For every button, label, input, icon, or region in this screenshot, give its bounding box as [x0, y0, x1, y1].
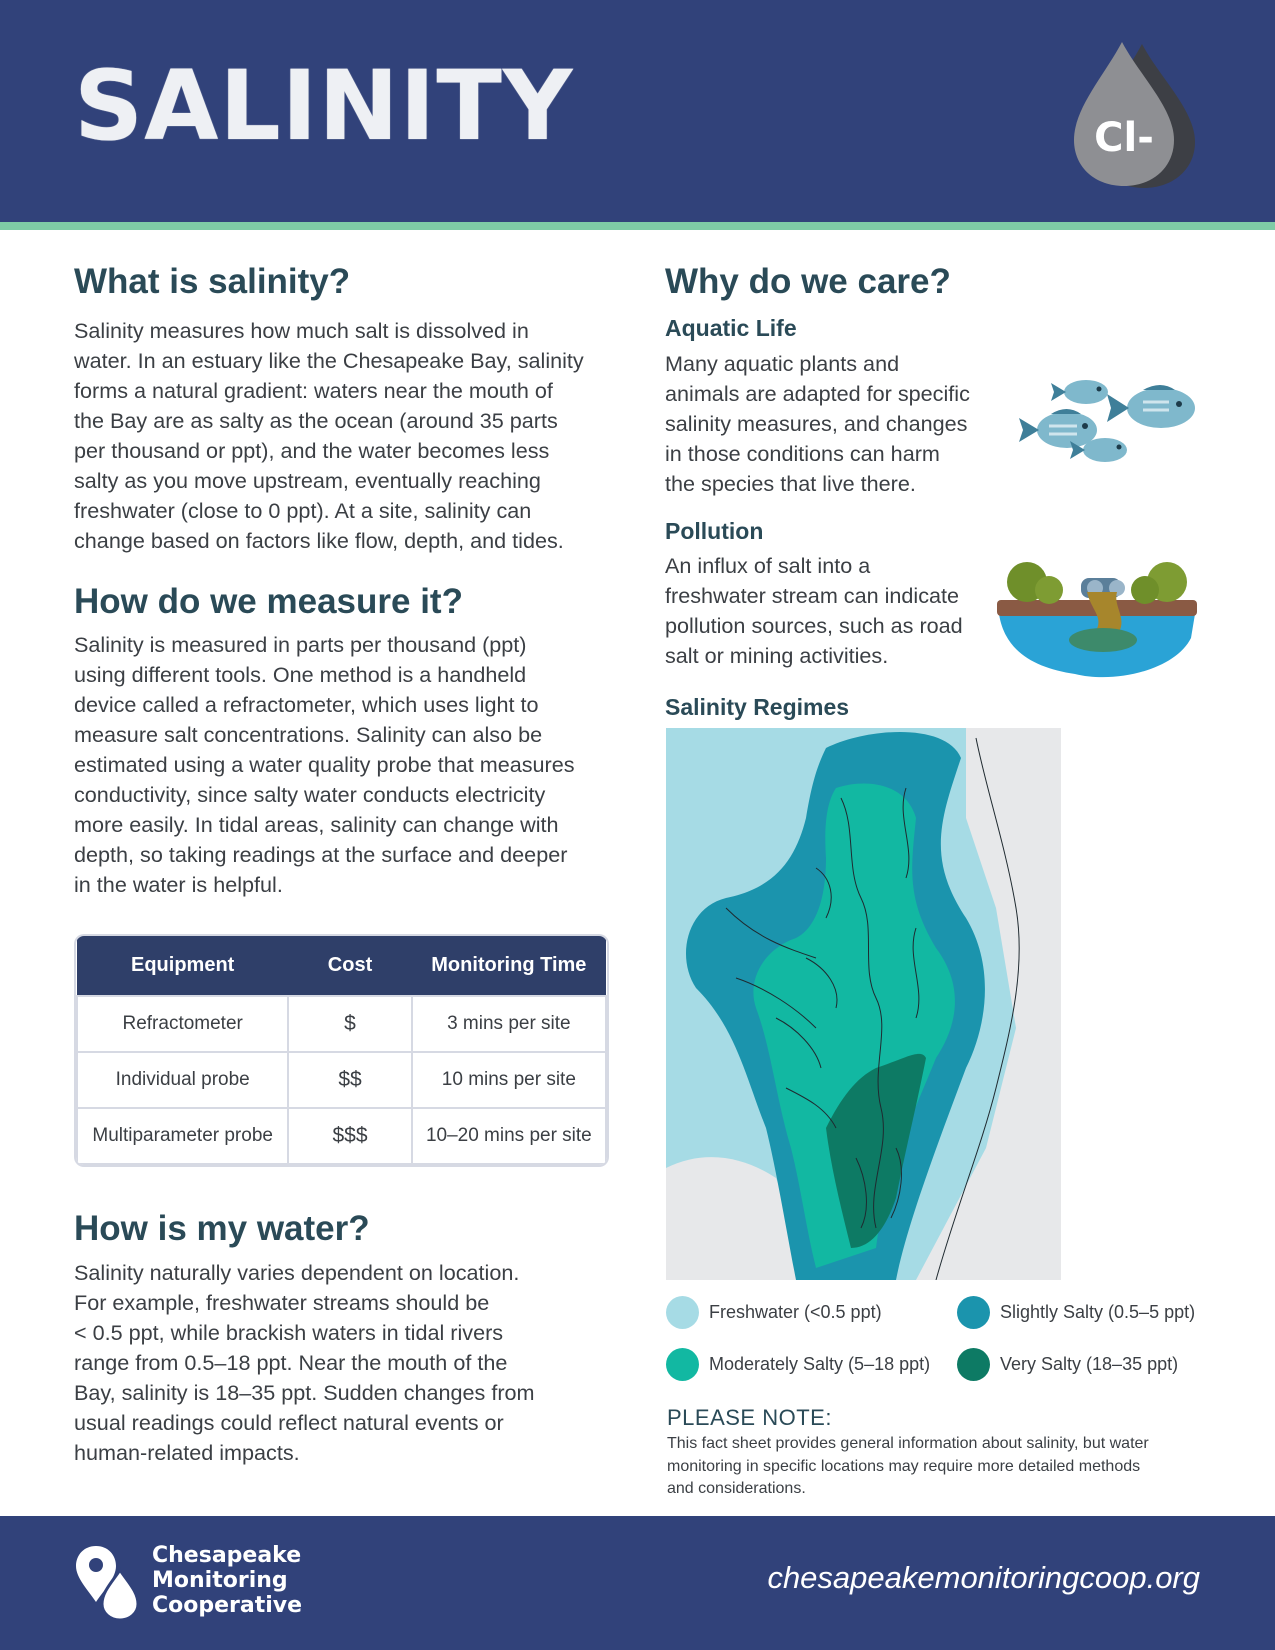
- cost-cell: $$: [288, 1052, 411, 1108]
- equipment-cell: Refractometer: [77, 996, 288, 1052]
- legend-item-freshwater: [666, 1296, 882, 1329]
- legend-label: Freshwater (<0.5 ppt): [709, 1302, 882, 1322]
- aquatic-life-text: Many aquatic plants and animals are adapted for specific salinity measures, and changes in those conditions can harm the species that live there.: [665, 351, 970, 496]
- fish-icon: [1107, 385, 1195, 428]
- table-row: [77, 996, 606, 1052]
- how-water-heading: How is my water?: [74, 1209, 370, 1248]
- why-care-heading: Why do we care?: [665, 262, 951, 301]
- aquatic-life-heading: Aquatic Life: [665, 315, 797, 341]
- column-header: Monitoring Time: [412, 936, 606, 996]
- equipment-cell: Individual probe: [77, 1052, 288, 1108]
- chloride-label: Cl-: [1094, 115, 1154, 161]
- legend-swatch: [666, 1348, 699, 1381]
- note-title: PLEASE NOTE:: [667, 1405, 832, 1430]
- note-text: This fact sheet provides general information about salinity, but water monitoring in specific locations may require more detailed methods and considerations.: [667, 1435, 1149, 1497]
- cost-cell: $$$: [288, 1108, 411, 1164]
- legend-label: Very Salty (18–35 ppt): [1000, 1354, 1179, 1374]
- chloride-drop-icon: [1060, 38, 1200, 190]
- legend-label: Moderately Salty (5–18 ppt): [709, 1354, 931, 1374]
- how-measure-text: Salinity is measured in parts per thousand (ppt) using different tools. One method is a handheld device called a refractometer, which uses light to measure salt concentrations. Salinity can also be estimated using a water quality probe that measures conductivity, since salty water conducts electricity more easily. In tidal areas, salinity can change with depth, so taking readings at the surface and deeper in the water is helpful.: [74, 632, 575, 897]
- salinity-regimes-heading: Salinity Regimes: [665, 694, 850, 720]
- pollution-illustration: [995, 560, 1200, 682]
- salinity-map: [666, 728, 1061, 1280]
- column-header: Equipment: [77, 936, 288, 996]
- time-cell: 10 mins per site: [412, 1052, 606, 1108]
- fish-icon: [1019, 409, 1097, 448]
- cost-cell: $: [288, 996, 411, 1052]
- equipment-table: [76, 936, 607, 1165]
- header-stripe: [0, 222, 1275, 230]
- how-water-text: Salinity naturally varies dependent on location. For example, freshwater streams should be < 0.5 ppt, while brackish waters in tidal rivers range from 0.5–18 ppt. Near the mouth of the Bay, salinity is 18–35 ppt. Sudden changes from usual readings could reflect natural events or human-related impacts.: [74, 1260, 535, 1465]
- legend-item-slightly-salty: [957, 1296, 1195, 1329]
- fish-illustration: [993, 368, 1201, 488]
- legend-label: Slightly Salty (0.5–5 ppt): [1000, 1302, 1196, 1322]
- table-header-row: [77, 936, 606, 996]
- column-header: Cost: [288, 936, 411, 996]
- page-title: SALINITY: [74, 50, 574, 162]
- legend-item-moderately-salty: [666, 1348, 930, 1381]
- equipment-cell: Multiparameter probe: [77, 1108, 288, 1164]
- legend-swatch: [666, 1296, 699, 1329]
- legend-swatch: [957, 1348, 990, 1381]
- water-drop-logo-icon: [76, 1544, 142, 1620]
- website-link[interactable]: chesapeakemonitoringcoop.org: [767, 1560, 1200, 1595]
- time-cell: 10–20 mins per site: [412, 1108, 606, 1164]
- fish-icon: [1051, 380, 1108, 404]
- how-measure-heading: How do we measure it?: [74, 582, 463, 621]
- table-row: [77, 1052, 606, 1108]
- pollution-heading: Pollution: [665, 518, 764, 544]
- pollution-text: An influx of salt into a freshwater stream can indicate pollution sources, such as road salt or mining activities.: [665, 553, 963, 668]
- time-cell: 3 mins per site: [412, 996, 606, 1052]
- org-name: Chesapeake Monitoring Cooperative: [152, 1543, 303, 1618]
- legend-item-very-salty: [957, 1348, 1178, 1381]
- what-is-text: Salinity measures how much salt is dissolved in water. In an estuary like the Chesapeake Bay, salinity forms a natural gradient: waters near the mouth of the Bay are as salty as the ocean (around 35 parts per thousand or ppt), and the water becomes less salty as you move upstream, eventually reaching freshwater (close to 0 ppt). At a site, salinity can change based on factors like flow, depth, and tides.: [74, 318, 584, 553]
- legend-swatch: [957, 1296, 990, 1329]
- what-is-heading: What is salinity?: [74, 262, 351, 301]
- table-row: [77, 1108, 606, 1164]
